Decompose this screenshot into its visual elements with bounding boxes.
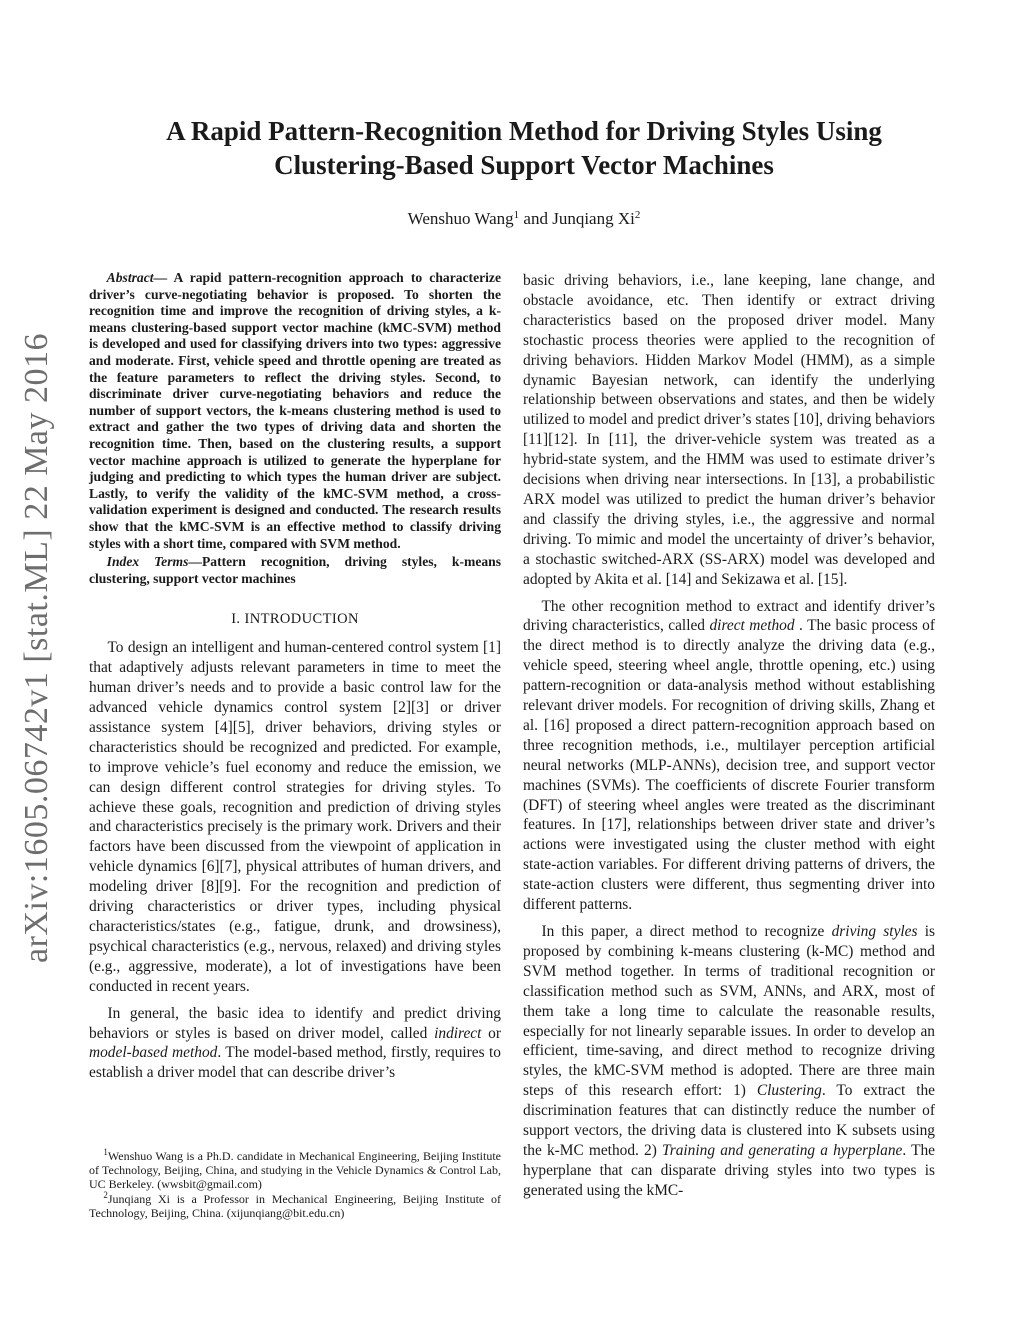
abstract-label: Abstract: [106, 270, 154, 285]
author-2: Junqiang Xi: [552, 209, 635, 228]
abstract-dash: —: [153, 270, 168, 285]
arxiv-stamp-text: arXiv:1605.06742v1 [stat.ML] 22 May 2016: [18, 332, 55, 963]
section-number: I.: [231, 611, 245, 628]
arxiv-identifier-stamp: [12, 332, 62, 963]
author-1-affil: 1: [513, 209, 520, 221]
index-terms-label: Index Terms: [106, 554, 189, 570]
section-title: INTRODUCTION: [244, 611, 359, 628]
left-column: [89, 270, 501, 1090]
right-paragraph-3: In this paper, a direct method to recognize driving styles is proposed by combining k-means clustering (k-MC) method and SVM method together. In terms of traditional recognition or classification method such as SVM, ANNs, and ARX, most of them take a long time to calculate the reasonable results, especially for not linearly separable issues. In order to develop an efficient, time-saving, and direct method to recognize driving styles, the kMC-SVM method is adopted. There are three main steps of this research effort: 1) Clustering. To extract the discrimination features that can distinctly reduce the number of support vectors, the driving data is clustered into K subsets using the k-MC method. 2) Training and generating a hyperplane. The hyperplane that can disparate driving styles into two types is generated using the kMC-: [523, 923, 936, 1199]
title-line-1: A Rapid Pattern-Recognition Method for Driving Styles Using: [166, 116, 882, 146]
right-column: [523, 271, 935, 1208]
author-2-affil: 2: [634, 209, 641, 221]
footnote-1: $^1$Wenshuo Wang is a Ph.D. candidate in Mechanical Engineering, Beijing Institute of Technology, Beijing, China, and studying in the Vehicle Dynamics & Control Lab, UC Berkeley. (wwsbit@gmail.com): [89, 1147, 501, 1192]
author-conjunction: and: [519, 209, 553, 228]
right-paragraph-1: basic driving behaviors, i.e., lane keeping, lane change, and obstacle avoidance, etc. Then identify or extract driving characteristics based on the proposed driver model. Many stochastic process theories were applied to the recognition of driving behaviors. Hidden Markov Model (HMM), as a simple dynamic Bayesian network, can identify the underlying relationship between observations and states, and then be widely utilized to model and predict driver’s states [10], driving behaviors [11][12]. In [11], the driver-vehicle system was treated as a hybrid-state system, and the HMM was used to estimate driver’s decisions when driving near intersections. In [13], a probabilistic ARX model was utilized to predict the human driver’s behavior and classify the driving styles, i.e., the aggressive and normal driving. To mimic and model the uncertainty of driver’s behavior, a stochastic switched-ARX (SS-ARX) model was developed and adopted by Akita et al. [14] and Sekizawa et al. [15].: [523, 272, 935, 588]
paper-title: [100, 114, 948, 182]
index-terms-text: Pattern recognition, driving styles, k-means clustering, support vector machines: [89, 554, 501, 586]
author-1: Wenshuo Wang: [407, 209, 514, 228]
title-line-2: Clustering-Based Support Vector Machines: [274, 150, 774, 180]
footnotes: [89, 1149, 501, 1220]
author-line: [100, 209, 948, 229]
section-heading-introduction: [89, 611, 501, 628]
intro-paragraph-1: To design an intelligent and human-centered control system [1] that adaptively adjusts relevant parameters in time to meet the human driver’s needs and to provide a basic control law for the advanced vehicle dynamics control system [2][3] or driver assistance system [4][5], driver behaviors, driving styles or characteristics should be recognized and predicted. For example, to improve vehicle’s fuel economy and reduce the emission, we can design different control strategies for driving styles. To achieve these goals, recognition and prediction of driving styles and characteristics precisely is the primary work. Drivers and their factors have been discussed from the viewpoint of application in vehicle dynamics [6][7], physical attributes of human drivers, and modeling driver [8][9]. For the recognition and prediction of driving characteristics or driver types, including physical characteristics/states (e.g., fatigue, drunk, and drowsiness), psychical characteristics (e.g., nervous, relaxed) and driving styles (e.g., aggressive, moderate), a lot of investigations have been conducted in recent years.: [89, 639, 501, 995]
abstract: [89, 270, 501, 552]
index-terms-dash: —: [188, 554, 202, 570]
abstract-text: A rapid pattern-recognition approach to characterize driver’s curve-negotiating behavior is proposed. To shorten the recognition time and improve the recognition of driving styles, a k-means clustering-based support vector machine (kMC-SVM) method is developed and used for classifying drivers into two types: aggressive and moderate. First, vehicle speed and throttle opening are treated as the feature parameters to reflect the driving styles. Second, to discriminate driver curve-negotiating behaviors and reduce the number of support vectors, the k-means clustering method is used to extract and gather the two types of driving data and shorten the recognition time. Then, based on the clustering results, a support vector machine approach is utilized to generate the hyperplane for judging and predicting to which types the human driver are subject. Lastly, to verify the validity of the kMC-SVM method, a cross-validation experiment is designed and conducted. The research results show that the kMC-SVM is an effective method to classify driving styles with a short time, compared with SVM method.: [89, 270, 501, 551]
index-terms: [89, 554, 501, 587]
left-body: [89, 638, 501, 1083]
right-paragraph-2: The other recognition method to extract and identify driver’s driving characteristics, called direct method . The basic process of the direct method is to directly analyze the driving data (e.g., vehicle speed, steering wheel angle, throttle opening, etc.) using pattern-recognition or data-analysis method without establishing relevant driver models. For recognition of driving skills, Zhang et al. [16] proposed a direct pattern-recognition approach based on three recognition methods, i.e., multilayer perception artificial neural networks (MLP-ANNs), decision tree, and support vector machines (SVMs). The coefficients of discrete Fourier transform (DFT) of steering wheel angles were treated as the discriminant features. In [17], relationships between driver state and driver’s actions were investigated using the cluster method with eight state-action variables. For different driving patterns of drivers, the state-action clusters were different, thus segmenting driver into different patterns.: [523, 597, 936, 914]
footnote-2: $^2$Junqiang Xi is a Professor in Mechanical Engineering, Beijing Institute of Technology, Beijing, China. (xijunqiang@bit.edu.cn): [89, 1189, 501, 1220]
intro-paragraph-2: In general, the basic idea to identify and predict driving behaviors or styles is based on driver model, called indirect or model-based method. The model-based method, firstly, requires to establish a driver model that can describe driver’s: [89, 1004, 501, 1082]
